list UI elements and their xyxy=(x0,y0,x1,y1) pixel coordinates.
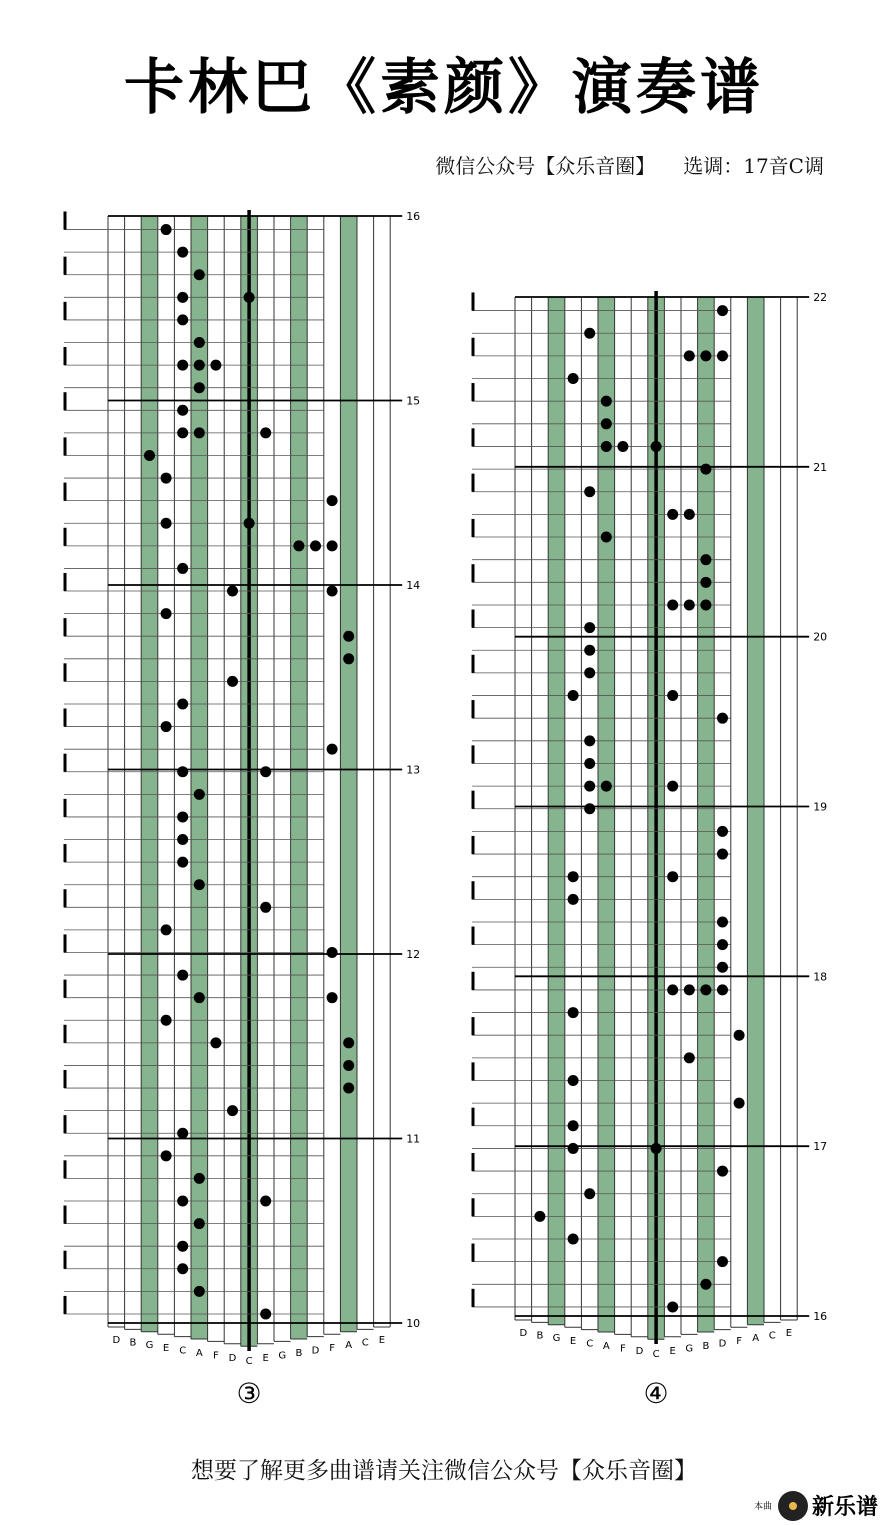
note-dot xyxy=(177,360,188,371)
note-dot xyxy=(177,970,188,981)
note-dot xyxy=(161,473,172,484)
tine-label: C xyxy=(179,1345,187,1357)
note-dot xyxy=(584,667,595,678)
tine-label: D xyxy=(718,1338,727,1350)
measure-number: 19 xyxy=(813,800,828,814)
tine-label: F xyxy=(213,1350,219,1362)
tine-label: C xyxy=(245,1355,253,1367)
note-dot xyxy=(161,1150,172,1161)
note-dot xyxy=(194,427,205,438)
note-dot xyxy=(327,540,338,551)
note-dot xyxy=(161,224,172,235)
note-dot xyxy=(194,337,205,348)
tine-label: E xyxy=(785,1328,793,1339)
note-dot xyxy=(667,599,678,610)
note-dot xyxy=(227,586,238,597)
tine-label: D xyxy=(112,1335,121,1346)
note-dot xyxy=(177,834,188,845)
tine-label: E xyxy=(669,1346,676,1358)
note-dot xyxy=(700,984,711,995)
note-dot xyxy=(194,1286,205,1297)
note-dot xyxy=(684,350,695,361)
footer-text: 想要了解更多曲谱请关注微信公众号【众乐音圈】 xyxy=(191,1458,697,1484)
note-dot xyxy=(310,540,321,551)
note-dot xyxy=(601,418,612,429)
wechat-account-text: 微信公众号【众乐音圈】 xyxy=(435,154,656,178)
key-text: 选调：17音C调 xyxy=(683,154,824,178)
note-dot xyxy=(177,314,188,325)
note-dot xyxy=(584,486,595,497)
note-dot xyxy=(343,1083,354,1094)
tine-label: D xyxy=(635,1346,644,1358)
note-dot xyxy=(161,1015,172,1026)
measure-number: 15 xyxy=(406,394,421,408)
tine-highlight xyxy=(598,297,615,1332)
note-dot xyxy=(734,1030,745,1041)
measure-number: 10 xyxy=(406,1317,421,1330)
note-dot xyxy=(177,811,188,822)
measure-number: 16 xyxy=(813,1310,828,1323)
tine-label: B xyxy=(129,1337,137,1349)
measure-number: 20 xyxy=(813,630,828,644)
score-panel-1 xyxy=(64,210,420,1410)
note-dot xyxy=(177,1196,188,1207)
note-dot xyxy=(210,360,221,371)
note-dot xyxy=(584,758,595,769)
note-dot xyxy=(177,563,188,574)
tine-label: D xyxy=(519,1328,528,1339)
note-dot xyxy=(667,509,678,520)
note-dot xyxy=(177,1128,188,1139)
tine-highlight xyxy=(698,297,715,1332)
tine-highlight xyxy=(141,216,158,1332)
note-dot xyxy=(684,984,695,995)
measure-number: 12 xyxy=(406,948,421,961)
note-dot xyxy=(343,631,354,642)
note-dot xyxy=(260,766,271,777)
note-dot xyxy=(327,495,338,506)
note-dot xyxy=(194,382,205,393)
note-dot xyxy=(210,1037,221,1048)
tine-label: E xyxy=(262,1353,269,1365)
tine-label: E xyxy=(378,1335,386,1346)
note-dot xyxy=(717,1166,728,1177)
note-dot xyxy=(194,879,205,890)
note-dot xyxy=(568,373,579,384)
note-dot xyxy=(177,427,188,438)
note-dot xyxy=(244,292,255,303)
note-dot xyxy=(177,1241,188,1252)
note-dot xyxy=(144,450,155,461)
note-dot xyxy=(584,803,595,814)
brand-logo xyxy=(754,1490,878,1521)
note-dot xyxy=(194,360,205,371)
note-dot xyxy=(717,713,728,724)
note-dot xyxy=(227,676,238,687)
note-dot xyxy=(177,292,188,303)
note-dot xyxy=(734,1098,745,1109)
tine-label: C xyxy=(361,1337,369,1349)
note-dot xyxy=(651,1143,662,1154)
note-dot xyxy=(700,577,711,588)
tine-highlight xyxy=(340,216,357,1332)
tine-label: B xyxy=(536,1330,544,1342)
note-dot xyxy=(327,586,338,597)
tine-label: A xyxy=(195,1348,203,1359)
note-dot xyxy=(194,789,205,800)
tine-label: G xyxy=(552,1333,561,1345)
tine-label: A xyxy=(752,1333,760,1345)
tine-highlight xyxy=(548,297,565,1325)
measure-number: 18 xyxy=(813,970,828,984)
note-dot xyxy=(161,924,172,935)
note-dot xyxy=(568,894,579,905)
measure-number: 17 xyxy=(813,1140,828,1154)
note-dot xyxy=(667,781,678,792)
note-dot xyxy=(327,744,338,755)
note-dot xyxy=(717,350,728,361)
measure-number: 14 xyxy=(406,579,421,592)
note-dot xyxy=(568,1120,579,1131)
brand-prefix: 本曲 xyxy=(753,1502,772,1512)
tine-label: G xyxy=(685,1343,694,1355)
note-dot xyxy=(260,1196,271,1207)
note-dot xyxy=(717,939,728,950)
note-dot xyxy=(177,857,188,868)
measure-number: 13 xyxy=(406,763,421,777)
note-dot xyxy=(227,1105,238,1116)
note-dot xyxy=(700,350,711,361)
note-dot xyxy=(260,427,271,438)
note-dot xyxy=(177,405,188,416)
note-dot xyxy=(260,902,271,913)
note-dot xyxy=(194,1218,205,1229)
note-dot xyxy=(584,781,595,792)
note-dot xyxy=(327,947,338,958)
tine-label: A xyxy=(602,1341,610,1352)
note-dot xyxy=(717,984,728,995)
note-dot xyxy=(194,992,205,1003)
note-dot xyxy=(194,1173,205,1184)
note-dot xyxy=(601,396,612,407)
note-dot xyxy=(177,247,188,258)
tine-label: E xyxy=(569,1335,577,1347)
note-dot xyxy=(343,1060,354,1071)
note-dot xyxy=(617,441,628,452)
brand-name: 新乐谱 xyxy=(811,1495,878,1520)
note-dot xyxy=(601,781,612,792)
tine-label: B xyxy=(295,1348,303,1359)
note-dot xyxy=(293,540,304,551)
note-dot xyxy=(534,1211,545,1222)
note-dot xyxy=(177,1263,188,1274)
note-dot xyxy=(717,849,728,860)
note-dot xyxy=(601,532,612,543)
note-dot xyxy=(194,269,205,280)
tine-label: F xyxy=(736,1335,742,1347)
note-dot xyxy=(651,441,662,452)
note-dot xyxy=(717,916,728,927)
note-dot xyxy=(327,992,338,1003)
tine-highlight xyxy=(747,297,764,1325)
note-dot xyxy=(177,698,188,709)
tine-label: G xyxy=(145,1340,154,1352)
tine-label: C xyxy=(586,1338,594,1350)
measure-number: 11 xyxy=(406,1132,421,1146)
note-dot xyxy=(568,871,579,882)
note-dot xyxy=(584,622,595,633)
tine-label: E xyxy=(162,1342,170,1354)
note-dot xyxy=(568,690,579,701)
tine-label: A xyxy=(345,1340,353,1352)
note-dot xyxy=(684,509,695,520)
note-dot xyxy=(161,721,172,732)
note-dot xyxy=(584,328,595,339)
note-dot xyxy=(177,766,188,777)
note-dot xyxy=(343,1037,354,1048)
note-dot xyxy=(568,1075,579,1086)
note-dot xyxy=(667,871,678,882)
record-icon xyxy=(778,1491,808,1521)
note-dot xyxy=(568,1234,579,1245)
score-panel-2 xyxy=(472,291,827,1410)
note-dot xyxy=(161,608,172,619)
note-dot xyxy=(684,1052,695,1063)
note-dot xyxy=(700,464,711,475)
note-dot xyxy=(717,826,728,837)
tine-label: G xyxy=(278,1350,287,1362)
page-title: 卡林巴《素颜》演奏谱 xyxy=(124,53,764,123)
tine-highlight xyxy=(291,216,308,1339)
note-dot xyxy=(584,735,595,746)
note-dot xyxy=(717,1256,728,1267)
panel-number: ③ xyxy=(236,1377,262,1410)
note-dot xyxy=(244,518,255,529)
note-dot xyxy=(161,518,172,529)
note-dot xyxy=(700,599,711,610)
note-dot xyxy=(700,1279,711,1290)
note-dot xyxy=(667,690,678,701)
tine-label: F xyxy=(329,1342,335,1354)
panel-number: ④ xyxy=(643,1377,669,1410)
note-dot xyxy=(568,1007,579,1018)
note-dot xyxy=(343,653,354,664)
measure-number: 22 xyxy=(813,291,828,304)
note-dot xyxy=(684,599,695,610)
note-dot xyxy=(584,1188,595,1199)
measure-number: 21 xyxy=(813,460,828,474)
tine-label: C xyxy=(652,1348,660,1360)
note-dot xyxy=(717,962,728,973)
tine-label: F xyxy=(620,1343,626,1355)
tine-label: C xyxy=(768,1330,776,1342)
note-dot xyxy=(700,554,711,565)
measure-number: 16 xyxy=(406,210,421,223)
tine-label: B xyxy=(702,1341,710,1352)
tine-label: D xyxy=(228,1353,237,1365)
tine-label: D xyxy=(311,1345,320,1357)
note-dot xyxy=(717,305,728,316)
note-dot xyxy=(667,984,678,995)
note-dot xyxy=(584,645,595,656)
note-dot xyxy=(568,1143,579,1154)
note-dot xyxy=(260,1308,271,1319)
note-dot xyxy=(667,1301,678,1312)
note-dot xyxy=(601,441,612,452)
